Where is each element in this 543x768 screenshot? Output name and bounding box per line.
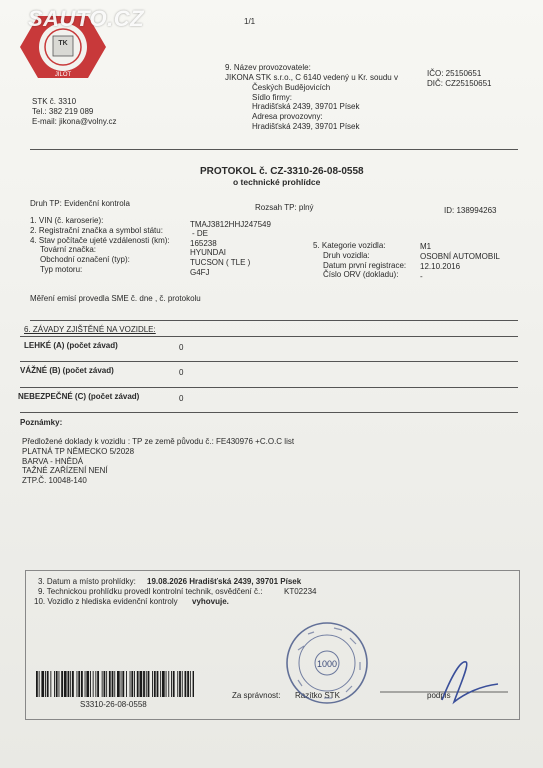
first-registration-label: Datum první registrace: — [323, 261, 407, 270]
operator-line-6: Adresa provozovny: — [252, 112, 323, 121]
brand-label: Tovární značka: — [40, 245, 97, 254]
emission-note: Měření emisí provedla SME č. dne , č. protokolu — [30, 294, 201, 303]
notes-heading: Poznámky: — [20, 418, 63, 427]
watermark: SAUTO.CZ — [28, 6, 145, 31]
orv-label: Číslo ORV (dokladu): — [323, 270, 399, 279]
notes-line-1: Předložené doklady k vozidlu : TP ze země původu č.: FE430976 +C.O.C list — [22, 437, 295, 446]
logo-text-bottom: JILOT — [54, 72, 72, 78]
page-number: 1/1 — [244, 17, 256, 26]
divider — [30, 320, 518, 321]
notes-line-2: PLATNÁ TP NĚMECKO 5/2028 — [22, 447, 135, 456]
registration-value: - DE — [192, 229, 208, 238]
station-phone: Tel.: 382 219 089 — [32, 107, 94, 116]
defects-serious-count: 0 — [179, 368, 184, 377]
brand-value: HYUNDAI — [190, 248, 227, 257]
defects-dangerous-label: NEBEZPEČNÉ (C) (počet závad) — [18, 392, 140, 401]
engine-label: Typ motoru: — [40, 265, 83, 274]
operator-line-2: JIKONA STK s.r.o., C 6140 vedený u Kr. soudu v — [225, 73, 398, 82]
divider — [20, 336, 518, 337]
defects-light-label: LEHKÉ (A) (počet závad) — [24, 341, 118, 350]
stamp-label: Razítko STK — [295, 691, 340, 700]
vin-value: TMAJ3812HHJ247549 — [190, 220, 271, 229]
operator-line-4: Sídlo firmy: — [252, 93, 293, 102]
vehicle-kind-value: OSOBNÍ AUTOMOBIL — [420, 252, 500, 261]
footer-result-value: vyhovuje. — [192, 597, 229, 606]
barcode-text: S3310-26-08-0558 — [80, 700, 147, 709]
divider — [20, 412, 518, 413]
stamp-center-text: 1000 — [316, 659, 338, 669]
divider — [20, 387, 518, 388]
ico: IČO: 25150651 — [427, 69, 482, 78]
footer-date-value: 19.08.2026 Hradišťská 2439, 39701 Písek — [147, 577, 302, 586]
odometer-label: 4. Stav počítače ujeté vzdálenosti (km): — [30, 236, 170, 245]
dic: DIČ: CZ25150651 — [427, 79, 492, 88]
operator-line-7: Hradišťská 2439, 39701 Písek — [252, 122, 360, 131]
notes-line-5: ZTP.Č. 10048-140 — [22, 476, 87, 485]
inspection-scope: Rozsah TP: plný — [255, 203, 314, 212]
station-email: E-mail: jikona@volny.cz — [32, 117, 117, 126]
model-label: Obchodní označení (typ): — [40, 255, 130, 264]
vin-label: 1. VIN (č. karoserie): — [30, 216, 104, 225]
protocol-id: ID: 138994263 — [444, 206, 497, 215]
notes-line-3: BARVA - HNĚDÁ — [22, 457, 84, 466]
defects-heading: 6. ZÁVADY ZJIŠTĚNÉ NA VOZIDLE: — [24, 325, 156, 334]
operator-line-5: Hradišťská 2439, 39701 Písek — [252, 102, 360, 111]
station-number: STK č. 3310 — [32, 97, 77, 106]
inspection-type: Druh TP: Evidenční kontrola — [30, 199, 130, 208]
official-stamp — [284, 620, 370, 706]
operator-line-1: 9. Název provozovatele: — [225, 63, 311, 72]
logo-text-top: TK — [58, 40, 68, 47]
divider — [20, 361, 518, 362]
engine-value: G4FJ — [190, 268, 210, 277]
operator-line-3: Českých Budějovicích — [252, 83, 331, 92]
correctness-label: Za správnost: — [232, 691, 281, 700]
registration-label: 2. Registrační značka a symbol státu: — [30, 226, 163, 235]
protocol-subtitle: o technické prohlídce — [233, 177, 321, 187]
first-registration-value: 12.10.2016 — [420, 262, 461, 271]
divider — [30, 149, 518, 150]
model-value: TUCSON ( TLE ) — [190, 258, 251, 267]
defects-serious-label: VÁŽNÉ (B) (počet závad) — [20, 366, 114, 375]
orv-value: - — [420, 272, 423, 281]
odometer-value: 165238 — [190, 239, 217, 248]
signature — [380, 650, 510, 710]
barcode — [36, 671, 194, 697]
footer-result-label: 10. Vozidlo z hlediska evidenční kontroly — [34, 597, 178, 606]
category-label: 5. Kategorie vozidla: — [313, 241, 386, 250]
footer-technician-value: KT02234 — [284, 587, 317, 596]
protocol-title: PROTOKOL č. CZ-3310-26-08-0558 — [200, 166, 364, 177]
footer-technician-label: 9. Technickou prohlídku provedl kontrolní technik, osvědčení č.: — [38, 587, 263, 596]
vehicle-kind-label: Druh vozidla: — [323, 251, 370, 260]
notes-line-4: TAŽNÉ ZAŘÍZENÍ NENÍ — [22, 466, 108, 475]
category-value: M1 — [420, 242, 432, 251]
defects-light-count: 0 — [179, 343, 184, 352]
footer-date-label: 3. Datum a místo prohlídky: — [38, 577, 136, 586]
signature-label: podpis — [427, 691, 451, 700]
defects-dangerous-count: 0 — [179, 394, 184, 403]
